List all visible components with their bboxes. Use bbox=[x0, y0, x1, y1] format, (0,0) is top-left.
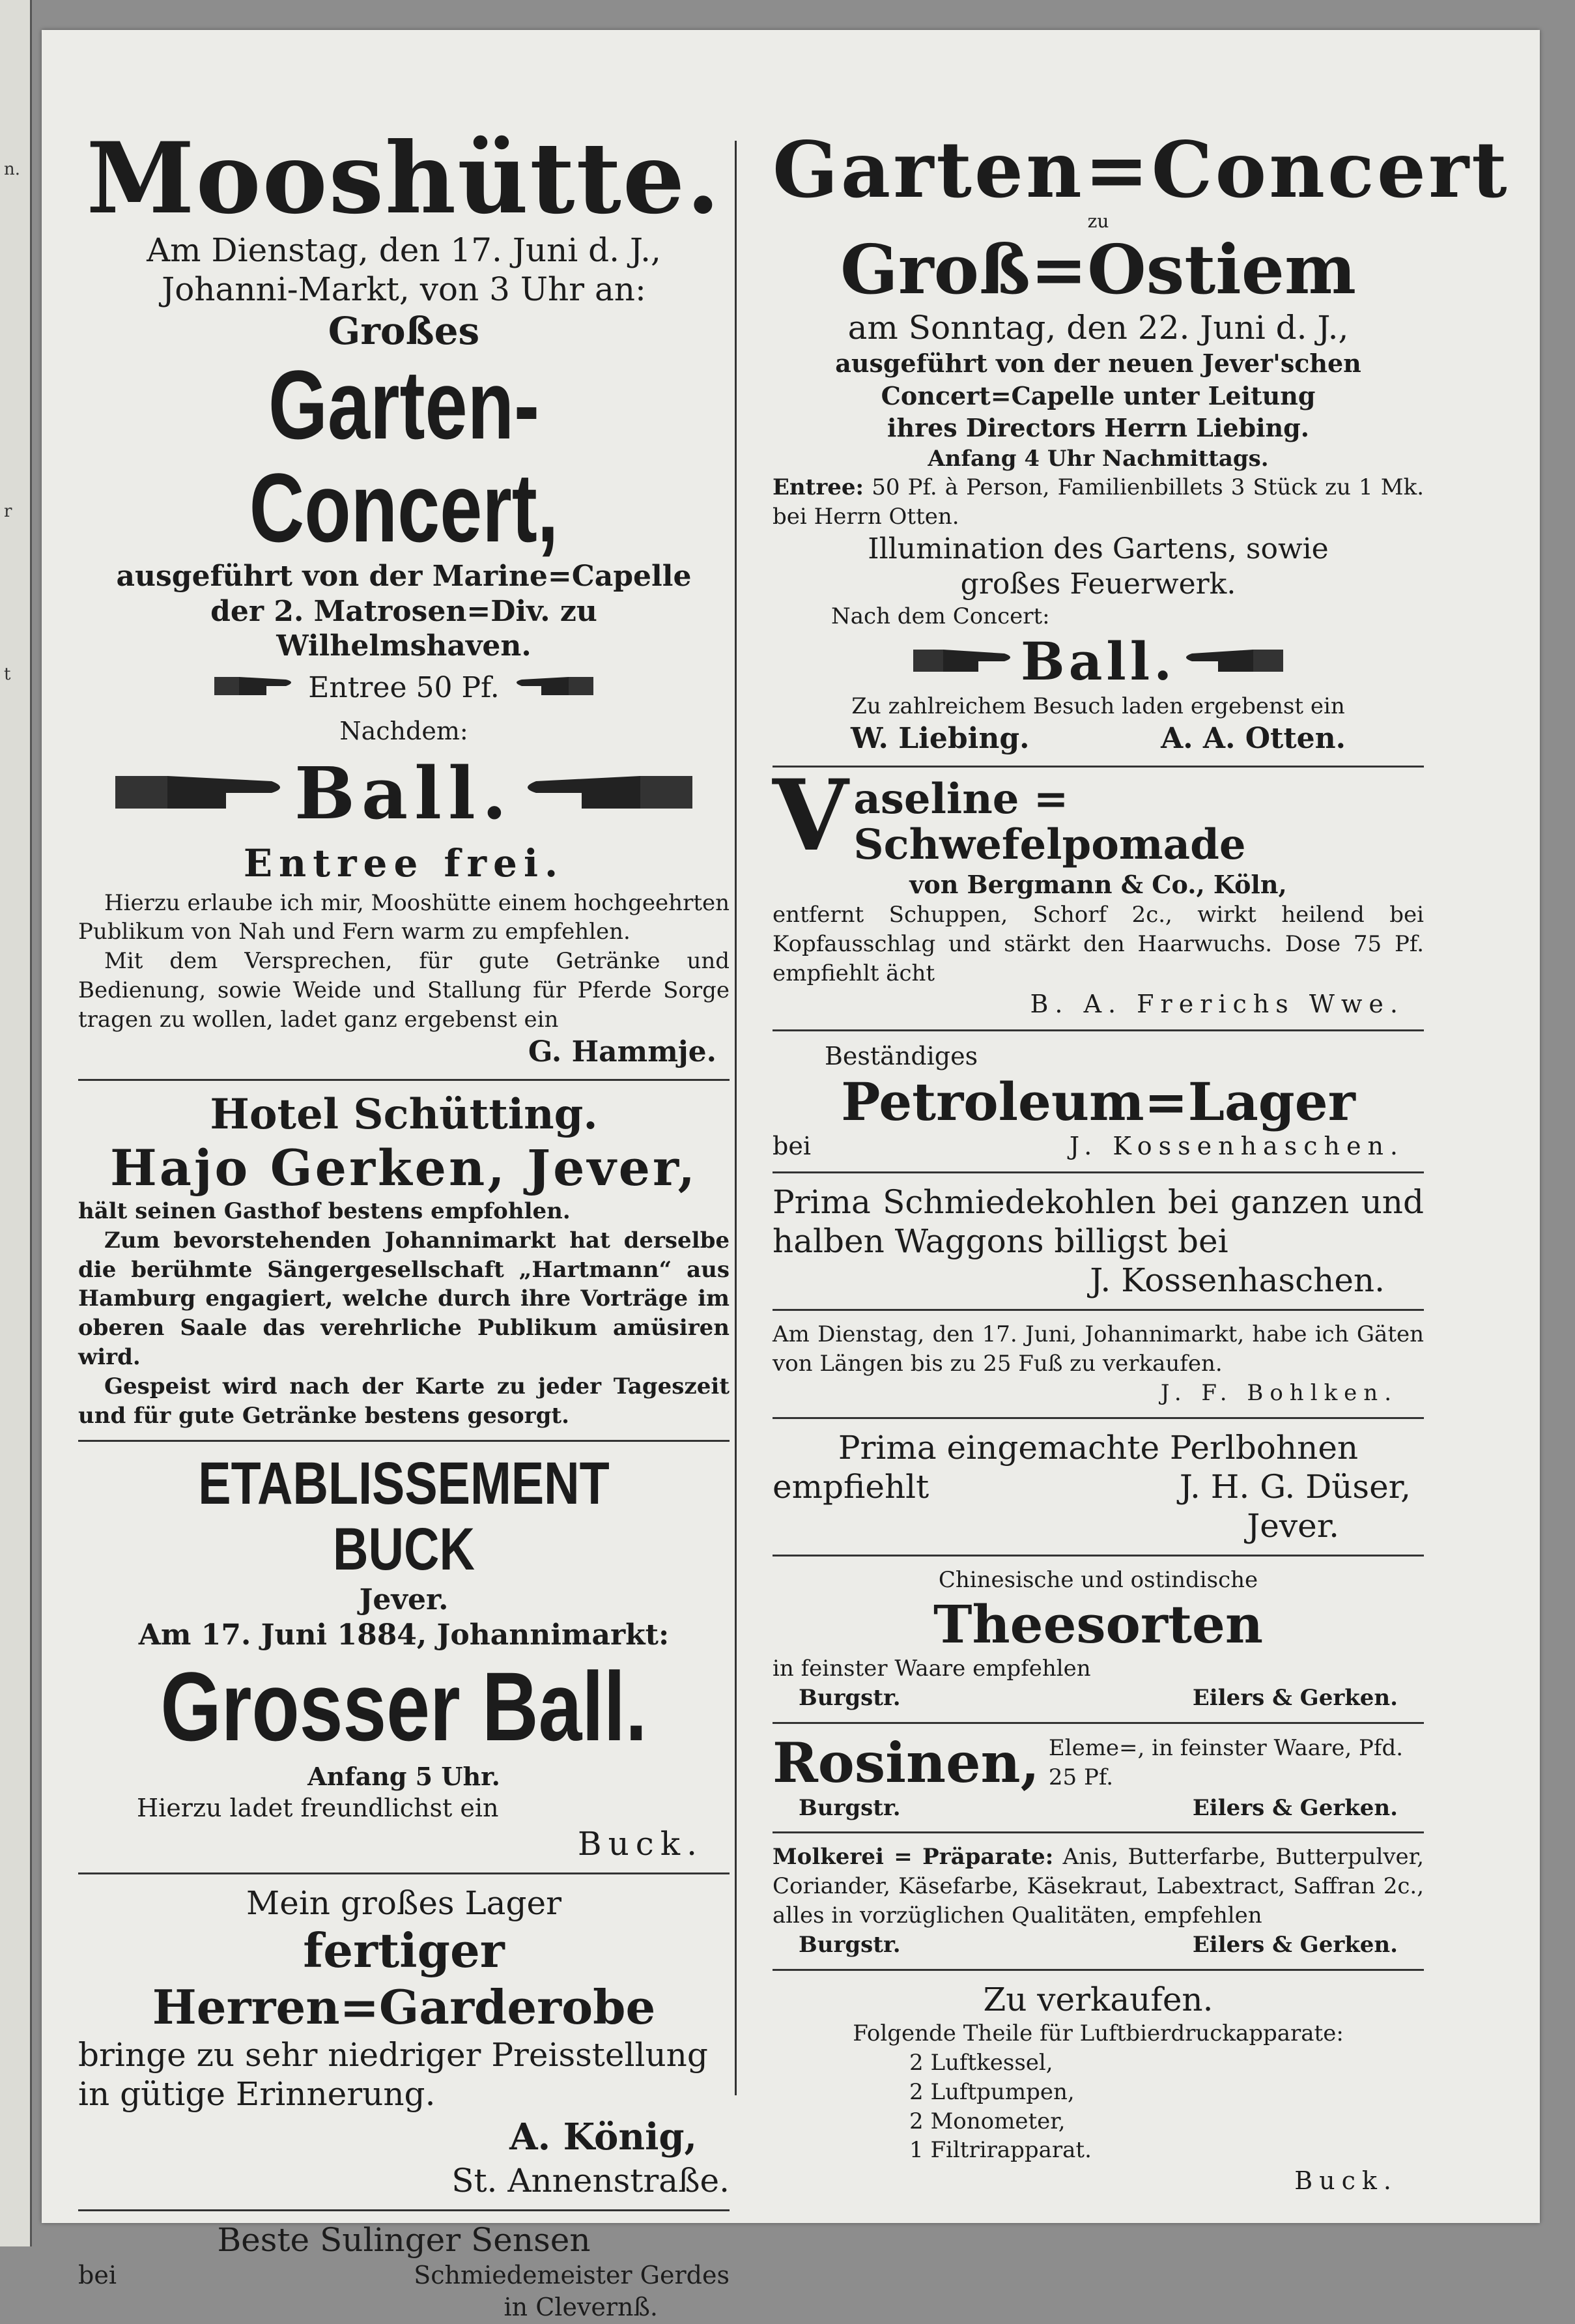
ad-etablissement-buck bbox=[78, 1451, 730, 1864]
ad-performer: der 2. Matrosen=Div. zu Wilhelmshaven. bbox=[210, 594, 597, 663]
ad-hotel-schuetting bbox=[78, 1090, 730, 1431]
ad-text: Illumination des Gartens, sowie bbox=[868, 532, 1329, 566]
ad-koenig bbox=[78, 1884, 730, 2200]
ad-afterwards: Nachdem: bbox=[339, 716, 468, 745]
separator bbox=[773, 1171, 1424, 1173]
list-item: 2 Luftpumpen, bbox=[909, 2078, 1075, 2105]
ad-after: Nach dem Concert: bbox=[831, 603, 1050, 629]
ad-place: Groß=Ostiem bbox=[840, 229, 1357, 309]
separator bbox=[773, 1309, 1424, 1311]
ad-initial: V bbox=[773, 758, 849, 873]
pointing-hand-right-icon bbox=[115, 763, 291, 824]
ad-title: aseline = Schwefelpomade bbox=[853, 774, 1246, 870]
ad-zu-verkaufen bbox=[773, 1980, 1424, 2198]
ad-date: Am Dienstag, den 17. Juni d. J., bbox=[147, 231, 661, 269]
left-column bbox=[78, 121, 730, 2324]
ad-signature: in Clevernß. bbox=[504, 2293, 658, 2322]
pointing-hand-right-icon bbox=[913, 640, 1017, 682]
ad-headline: Garten-Concert, bbox=[249, 350, 559, 562]
list-item: 2 Luftkessel, bbox=[909, 2049, 1053, 2076]
ad-title: Mooshütte. bbox=[86, 121, 722, 236]
separator bbox=[773, 1831, 1424, 1833]
ad-label: Molkerei = Präparate: bbox=[773, 1844, 1054, 1871]
ad-petroleum bbox=[773, 1040, 1424, 1162]
ad-bei: bei bbox=[78, 2260, 117, 2289]
ad-text: Hierzu erlaube ich mir, Mooshütte einem hochgeehrten Publikum von Nah und Fern warm zu empfehlen. bbox=[78, 889, 730, 945]
ad-signature: J. Kossenhaschen. bbox=[1090, 1261, 1385, 1299]
ad-start: Anfang 5 Uhr. bbox=[307, 1761, 500, 1791]
ad-signature: Buck. bbox=[1294, 2166, 1398, 2196]
ad-signature: B. A. Frerichs Wwe. bbox=[1030, 989, 1404, 1018]
spine-mark: n. bbox=[4, 160, 21, 179]
ad-signature: A. König, bbox=[509, 2116, 697, 2159]
ad-entry-label: Entree: bbox=[773, 474, 864, 501]
ad-text: Mit dem Versprechen, für gute Getränke und Bedienung, sowie Weide und Stallung für Pferde Sorge tragen zu wollen, ladet ganz ergebenst ein bbox=[78, 948, 730, 1033]
ad-headline: Grosser Ball. bbox=[160, 1651, 647, 1761]
pointing-hand-left-icon bbox=[1179, 640, 1283, 682]
ad-bohlken bbox=[773, 1320, 1424, 1408]
pointing-hand-left-icon bbox=[517, 763, 692, 824]
ad-title: Petroleum=Lager bbox=[841, 1070, 1355, 1132]
ad-molkerei bbox=[773, 1843, 1424, 1960]
ad-title: Zu verkaufen. bbox=[983, 1980, 1213, 2018]
ad-text: Prima eingemachte Perlbohnen bbox=[838, 1428, 1359, 1467]
ad-market: Johanni-Markt, von 3 Uhr an: bbox=[162, 270, 646, 308]
ad-headline: Herren=Garderobe bbox=[152, 1979, 656, 2035]
pointing-hand-right-icon bbox=[214, 669, 299, 710]
ad-dueser bbox=[773, 1428, 1424, 1545]
ad-text: 25 Pf. bbox=[1048, 1764, 1114, 1791]
newspaper-page bbox=[42, 30, 1540, 2322]
ad-text: Anis, Butterfarbe, Butterpulver, Coriander, Käsefarbe, Käsekraut, Labextract, Saffran 2c., alles in vorzüglichen Qualitäten, empfehlen bbox=[773, 1844, 1425, 1929]
separator bbox=[78, 1872, 730, 1874]
separator bbox=[773, 1969, 1424, 1971]
ad-date: am Sonntag, den 22. Juni d. J., bbox=[847, 309, 1349, 347]
ad-signature: Eilers & Gerken. bbox=[1192, 1794, 1398, 1821]
separator bbox=[78, 1079, 730, 1081]
ad-signature: St. Annenstraße. bbox=[451, 2161, 730, 2200]
ad-kohlen bbox=[773, 1183, 1424, 1300]
spine-mark: t bbox=[4, 665, 11, 684]
separator bbox=[78, 1440, 730, 1442]
ad-place: Jever. bbox=[359, 1583, 449, 1617]
ad-ball: Ball. bbox=[294, 751, 514, 836]
ad-rosinen bbox=[773, 1730, 1424, 1822]
ad-bei: bei bbox=[773, 1131, 811, 1160]
ad-signature: Eilers & Gerken. bbox=[1192, 1685, 1398, 1712]
ad-pre: Beständiges bbox=[825, 1042, 978, 1071]
ad-signature: J. Kossenhaschen. bbox=[1069, 1131, 1404, 1160]
ad-performer: ausgeführt von der Marine=Capelle bbox=[116, 560, 692, 594]
ad-text: in feinster Waare empfehlen bbox=[773, 1656, 1091, 1682]
list-item: 1 Filtrirapparat. bbox=[909, 2137, 1092, 2164]
ad-garten-concert bbox=[773, 124, 1510, 756]
ad-text: Zum bevorstehenden Johannimarkt hat derselbe die berühmte Sängergesellschaft „Hartmann“ aus Hamburg engagiert, welche durch ihre Vorträge im oberen Saale das verehrliche Publikum amüsiren wird. bbox=[78, 1227, 730, 1371]
ad-zu: zu bbox=[1087, 210, 1109, 232]
spine-mark: r bbox=[4, 502, 12, 521]
ad-theesorten bbox=[773, 1566, 1424, 1714]
ad-text: bringe zu sehr niedriger Preisstellung in gütige Erinnerung. bbox=[78, 2036, 708, 2114]
ad-performer: Concert=Capelle unter Leitung bbox=[881, 380, 1316, 410]
ad-signature: J. H. G. Düser, bbox=[1179, 1467, 1411, 1506]
ad-performer: ausgeführt von der neuen Jever'schen bbox=[835, 349, 1361, 379]
ad-text: empfiehlt bbox=[773, 1467, 929, 1506]
ad-entry-text: 50 Pf. à Person, Familienbillets 3 Stück zu 1 Mk. bei Herrn Otten. bbox=[773, 474, 1424, 530]
ad-start: Anfang 4 Uhr Nachmittags. bbox=[928, 445, 1269, 472]
ad-title: Rosinen, bbox=[773, 1730, 1040, 1796]
ad-title: Beste Sulinger Sensen bbox=[217, 2220, 591, 2259]
ad-signature: W. Liebing. bbox=[851, 722, 1030, 756]
separator bbox=[773, 766, 1424, 767]
list-item: 2 Monometer, bbox=[909, 2108, 1066, 2134]
ad-text: entfernt Schuppen, Schorf 2c., wirkt heilend bei Kopfausschlag und stärkt den Haarwuchs. Dose 75 Pf. empfiehlt ächt bbox=[773, 902, 1424, 986]
ad-title: Theesorten bbox=[933, 1594, 1264, 1656]
ad-invite: Zu zahlreichem Besuch laden ergebenst ein bbox=[851, 693, 1345, 720]
ad-text: Mein großes Lager bbox=[246, 1884, 561, 1923]
ad-performer: ihres Directors Herrn Liebing. bbox=[887, 413, 1309, 443]
ad-ball: Ball. bbox=[1020, 631, 1176, 693]
ad-street: Burgstr. bbox=[799, 1685, 901, 1712]
ad-signature: Schmiedemeister Gerdes bbox=[414, 2260, 730, 2289]
ad-headline: fertiger bbox=[303, 1923, 505, 1979]
ad-subtitle: Großes bbox=[328, 308, 480, 353]
ad-mooshuette bbox=[78, 121, 730, 1070]
separator bbox=[773, 1417, 1424, 1419]
ad-street: Burgstr. bbox=[799, 1794, 901, 1821]
ad-street: Burgstr. bbox=[799, 1932, 901, 1958]
ad-text: Eleme=, in feinster Waare, Pfd. bbox=[1048, 1735, 1404, 1762]
ad-title: Garten=Concert bbox=[773, 124, 1510, 215]
ad-signature: A. A. Otten. bbox=[1161, 722, 1346, 756]
separator bbox=[78, 2209, 730, 2211]
ad-vaseline bbox=[773, 758, 1424, 1020]
ad-text: Gespeist wird nach der Karte zu jeder Tageszeit und für gute Getränke bestens gesorgt. bbox=[78, 1373, 730, 1429]
ad-signature: J. F. Bohlken. bbox=[1160, 1379, 1398, 1406]
ad-free: Entree frei. bbox=[243, 841, 565, 886]
ad-title: ETABLISSEMENT BUCK bbox=[198, 1450, 610, 1583]
ad-text: großes Feuerwerk. bbox=[960, 567, 1236, 601]
pointing-hand-left-icon bbox=[509, 669, 593, 710]
ad-text: Prima Schmiedekohlen bei ganzen und halben Waggons billigst bei bbox=[773, 1183, 1424, 1260]
right-column bbox=[773, 124, 1510, 2198]
ad-invite: Hierzu ladet freundlichst ein bbox=[137, 1793, 499, 1822]
ad-title: Hotel Schütting. bbox=[210, 1089, 598, 1139]
ad-text: Am Dienstag, den 17. Juni, Johannimarkt, habe ich Gäten von Längen bis zu 25 Fuß zu verkaufen. bbox=[773, 1321, 1424, 1377]
separator bbox=[773, 1722, 1424, 1724]
ad-signature: Buck. bbox=[577, 1825, 703, 1863]
column-divider bbox=[735, 141, 737, 2095]
separator bbox=[773, 1555, 1424, 1557]
ad-date: Am 17. Juni 1884, Johannimarkt: bbox=[138, 1618, 670, 1652]
ad-entry: Entree 50 Pf. bbox=[308, 670, 500, 704]
ad-text: hält seinen Gasthof bestens empfohlen. bbox=[78, 1198, 571, 1224]
ad-pre: Chinesische und ostindische bbox=[938, 1566, 1258, 1593]
book-spine bbox=[0, 0, 32, 2246]
ad-name: Hajo Gerken, Jever, bbox=[110, 1139, 698, 1198]
ad-signature: G. Hammje. bbox=[528, 1035, 717, 1069]
ad-firm: von Bergmann & Co., Köln, bbox=[909, 869, 1287, 899]
ad-intro: Folgende Theile für Luftbierdruckapparate: bbox=[853, 2020, 1344, 2046]
ad-sensen bbox=[78, 2220, 730, 2324]
ad-signature: Jever. bbox=[1247, 1506, 1339, 1545]
separator bbox=[773, 1029, 1424, 1031]
ad-signature: Eilers & Gerken. bbox=[1192, 1932, 1398, 1958]
